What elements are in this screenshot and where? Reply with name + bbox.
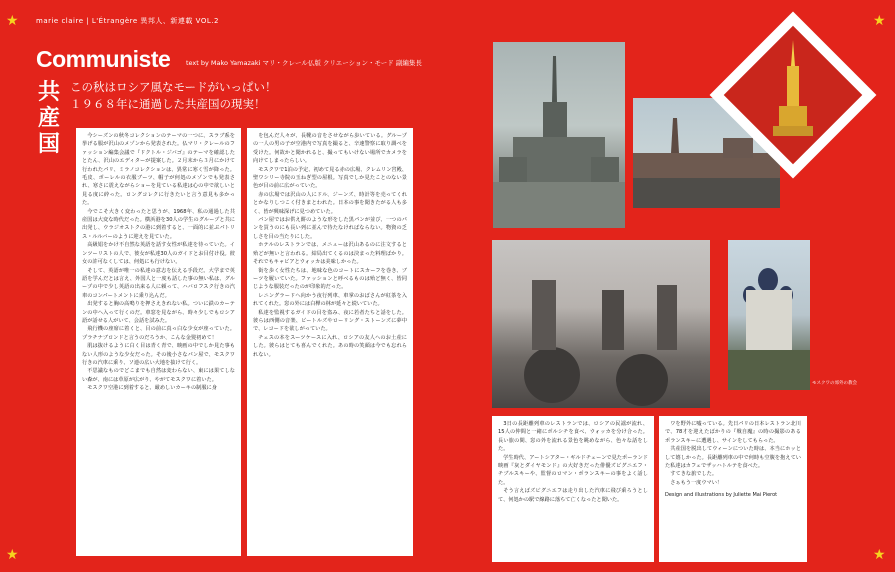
paragraph: 不思議なものでどこまでも自然は変わらない、東には果てしない森が、南には草原が広がり、やがてモスクワに着いた。 (82, 368, 235, 383)
star-icon: ★ (6, 13, 19, 29)
building-illustration (493, 42, 625, 228)
photo-moscow-university (493, 42, 625, 228)
subtitle-line: この秋はロシア風なモードがいっぱい！ (70, 80, 277, 94)
tower-badge-icon (763, 36, 823, 154)
paragraph: 共産国を脱出してウィーンについた時は、本当にホッとして嬉しかった。長距離列車の中で何時も空腹を抱えていた私達はカフェでザッハトルテを食べた。 (665, 446, 801, 470)
text-column-4 (659, 416, 807, 562)
paragraph: パン屋ではお供え餅のような形をした黒パンが並び、一つのパンを買うのにも長い列に並んで待たなければならない。物資の乏しさを目の当たりにした。 (253, 217, 407, 240)
paragraph: レニングラードへ向かう夜行列車、車掌のおばさんが紅茶を入れてくれた。窓の外には白樺の林が延々と続いていた。 (253, 292, 407, 308)
paragraph: すてきな旅でした。 (670, 471, 718, 478)
paragraph: を包んだ人々が、長靴の音をさせながら歩いている。グループの一人の男の子が空港内で写真を撮ると、辛速警察に取り調べを受けた。何故かと聞かれると、撮ってもいけない場所でカメラを向けてしまったらしい。 (253, 133, 407, 165)
paragraph: 今でこそ大きく変わったと思うが、1968年、私の通過した共産国は大変な時代だった。横浜港を30人の学生のグループと共に出発し、ウラジオストクの港に到着すると、一面的に並ぶパトリス・ルルバーのように迎えを見ていた。 (82, 208, 235, 240)
photo-group-travelers (492, 240, 710, 408)
subtitle (70, 79, 277, 113)
vertical-title-char: 国 (37, 132, 60, 157)
vertical-title-char: 産 (37, 106, 60, 131)
star-icon: ★ (873, 547, 886, 563)
paragraph: 学生時代、アートシアター・ギルドチェーンで見たポーランド映画『灰とダイヤモンド』の大好きだった俳優ズビグニエフ・チブルスキーや、監督のロマン・ポランスキーの事をよく話した。 (498, 454, 648, 486)
paragraph: モスクワで1泊の予定、初めて見る赤の広場、クレムリン宮殿、聖ワシリー寺院の玉ねぎ型の屋根。写真でしか見たことのない景色が目の前に広がっていた。 (253, 166, 407, 190)
paragraph: 飛行機の座席に着くと、目の前に真っ白な少女が座っていた。プラチナブロンドと言うのだろうか、こんな金髪初めて！ (82, 326, 235, 341)
page-title: Communiste (36, 46, 171, 72)
paragraph: 肌は抜けるように白く目は青く青で、映画の中でしか見た事もない人形のような少女だった。その後小さなパン屋で、モスクワ行きの汽車に乗り、ソ連の広い大地を抜けて行く。 (82, 343, 235, 366)
paragraph: モスクワ空港に到着すると、厳めしいカーキの制服に身 (87, 385, 217, 392)
paragraph: 私達を監視するガイドの目を盗み、夜に若者たちと話をした。彼らは西側の音楽、ビートルズやローリング・ストーンズに夢中で、レコードを欲しがっていた。 (253, 309, 407, 333)
star-icon: ★ (6, 547, 19, 563)
paragraph: ホテルのレストランでは、メニューは沢山あるのに注文すると殆どが無いと言われる。結局出てくるのは決まった料理ばかり。それでもキャビアとウォッカは美味しかった。 (253, 242, 407, 266)
paragraph: 出発すると胸の高鳴りを押さえきれない私。ついに鉄のカーテンの中へ入って行くのだ。車窓を見ながら、時々少しでもロシア語が話せる人がいて、会話を試みた。 (82, 301, 235, 324)
star-icon: ★ (873, 13, 886, 29)
paragraph: そして、英語が唯一の私達の意志を伝える手段だ。大学まで英語を学んだとは言え、外国人と一度も話した事の無い私は、グループの中で少し英語の出来る人に頼って、ハバロフスク行きの汽車のコンパートメントに乗り込んだ。 (82, 267, 235, 299)
paragraph: さぁもう一度ウマい！ (670, 479, 723, 486)
vertical-title (36, 80, 62, 158)
vertical-title-char: 共 (37, 80, 60, 105)
paragraph: 3日の長距離列車のレストランでは、ロシアの民謡が流れ、15人の仲間と一緒にボルシチを食べ、ウォッカを分け合った。長い旅の間、窓の外を流れる景色を眺めながら、色々な話をした。 (498, 421, 648, 453)
design-credit: Design and illustrations by Juliette Mai Pierot (665, 492, 778, 499)
paragraph: チェスの本をスーツケースに入れ、ロシアの友人へのお土産にした。彼らはとても喜んでくれた。あの時の笑顔は今でも忘れられない。 (253, 334, 407, 358)
text-column-3 (492, 416, 654, 562)
paragraph: 高級娼をかけ不自然な英語を話す女性が私達を待っていた。インツーリストの人で、彼女が私達30人のガイドとお目付け役。彼女の許可なくしては、何処にも行けない。 (82, 242, 235, 266)
subtitle-line: １９６８年に通過した共産国の現実！ (70, 97, 266, 111)
paragraph: そう言えばズビグニエフは走り出した汽車に飛び乗ろうとして、何処かの駅で線路に落ちて亡くなったと聞いた。 (498, 488, 648, 503)
paragraph: ワを野外に嘘っている。先日パリの日本レストラン北川で、78才を迎えたばかりの『戦自魔』の時の撮影のあるポランスキーに遭遇し、サインをしてもらった。 (665, 421, 801, 444)
text-column-1 (76, 128, 241, 556)
paragraph: 今シーズンの秋冬コレクションのテーマの一つに、スラブ系を挙げる服が沢山のメゾンから発表された。仏マリ・クレールのファッション編集会議で『ドクトル・ジバゴ』のテーマを確認したとたん、沢山のエディターが提案した。２月末から３月にかけて行われたパリ、ミラノコレクションは、異常に寒く雪が降った。毛皮、ボーレルの衣服ブーツ、帽子が何処のメゾンでも発表され、寒さに震えながらショーを見ている私達は心の中で欲しいと見る度に砕った。ロングコレクに行きたいと言う意見も多かった。 (82, 133, 235, 207)
text-column-2 (247, 128, 413, 556)
paragraph: 赤の広場では沢山の人にドル、ジーンズ、時計等を売ってくれとかなりしつこく付きまとわれた。日本の事を聞きたがる人も多く、皆が興味深げに見つめていた。 (253, 191, 407, 215)
author-credits: text by Mako Yamazaki マリ・クレール仏版 クリエーション・モード 副編集長 (186, 59, 422, 67)
church-illustration (728, 240, 810, 390)
paragraph: 街を歩く女性たちは、地味な色のコートにスカーフを巻き、ブーツを履いていた。ファッションと呼べるものは殆ど無く、皆同じような服装だったのが印象的だった。 (253, 267, 407, 291)
page-header: marie claire | L'Étrangère 異邦人、新連載 VOL.2 (36, 17, 219, 25)
people-illustration (492, 240, 710, 408)
photo-church (728, 240, 810, 390)
photo-caption: モスクワの郊外の教会 (812, 381, 857, 386)
